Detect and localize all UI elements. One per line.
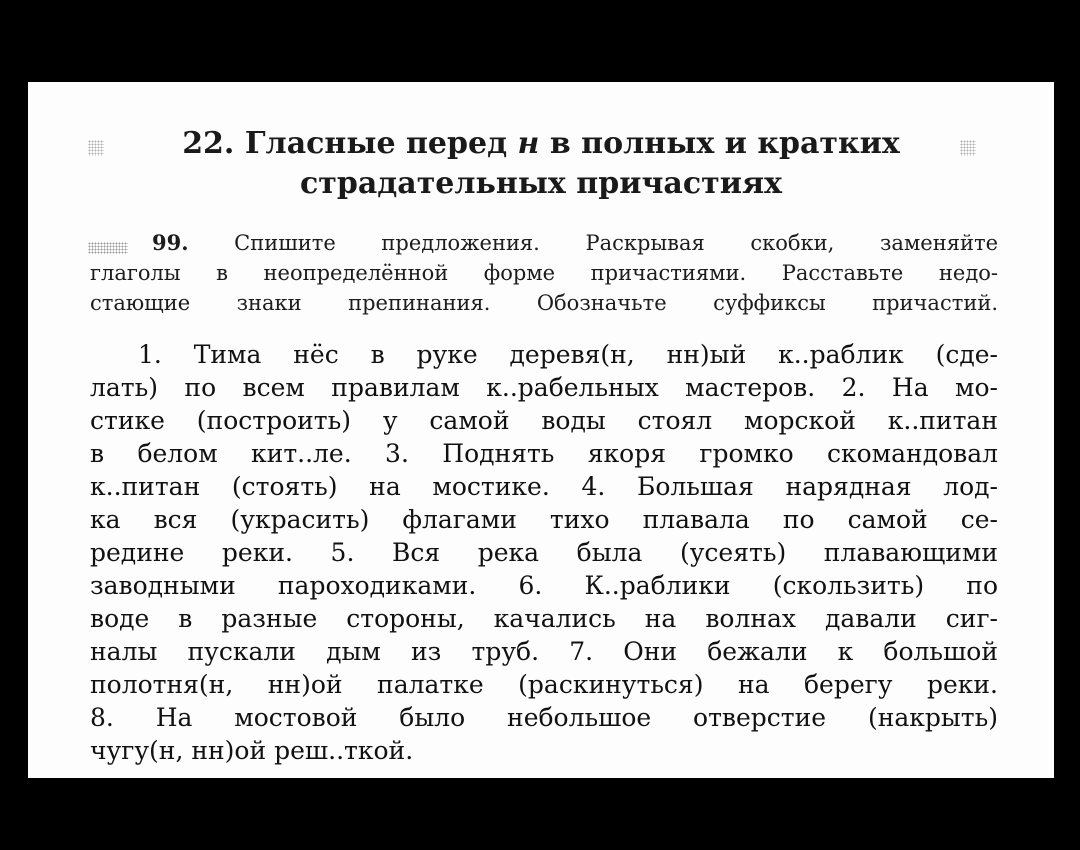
text-line: полотня(н, нн)ой палатке (раскинуться) на берегу реки. [90,670,998,699]
text-line: заводными пароходиками. 6. К..раблики (скользить) по [90,571,998,600]
exercise-instruction [90,228,998,318]
instruction-line [90,228,998,258]
section-title-part-1: Гласные перед [244,126,508,161]
exercise-text [90,338,998,767]
section-title-line-2: страдательных причастиях [300,166,782,201]
instruction-line: глаголы в неопределённой форме причастиями. Расставьте недо- [90,261,998,285]
section-title [182,124,900,204]
text-line: воде в разные стороны, качались на волнах давали сиг- [90,604,998,633]
text-line: чугу(н, нн)ой реш..ткой. [90,736,414,765]
textbook-page [28,82,1054,778]
text-line: к..питан (стоять) на мостике. 4. Большая нарядная лод- [90,472,998,501]
instruction-line: стающие знаки препинания. Обозначьте суффиксы причастий. [90,291,998,315]
text-line: 8. На мостовой было небольшое отверстие (накрыть) [90,703,998,732]
text-line: в белом кит..ле. 3. Поднять якоря громко скомандовал [90,439,998,468]
instruction-text: Спишите предложения. Раскрывая скобки, заменяйте [234,231,998,255]
section-title-letter: н [517,126,540,161]
text-line: 1. Тима нёс в руке деревя(н, нн)ый к..раблик (сде- [138,340,998,369]
section-title-line-1 [182,124,900,164]
text-line: лать) по всем правилам к..рабельных мастеров. 2. На мо- [90,373,998,402]
text-line: стике (построить) у самой воды стоял морской к..питан [90,406,998,435]
text-line: редине реки. 5. Вся река была (усеять) плавающими [90,538,998,567]
text-line: ка вся (украсить) флагами тихо плавала по самой се- [90,505,998,534]
section-title-part-2: в полных и кратких [549,126,900,161]
section-number: 22. [182,126,235,161]
exercise-number: 99. [152,230,189,255]
text-line: налы пускали дым из труб. 7. Они бежали к большой [90,637,998,666]
section-heading [28,124,1054,204]
